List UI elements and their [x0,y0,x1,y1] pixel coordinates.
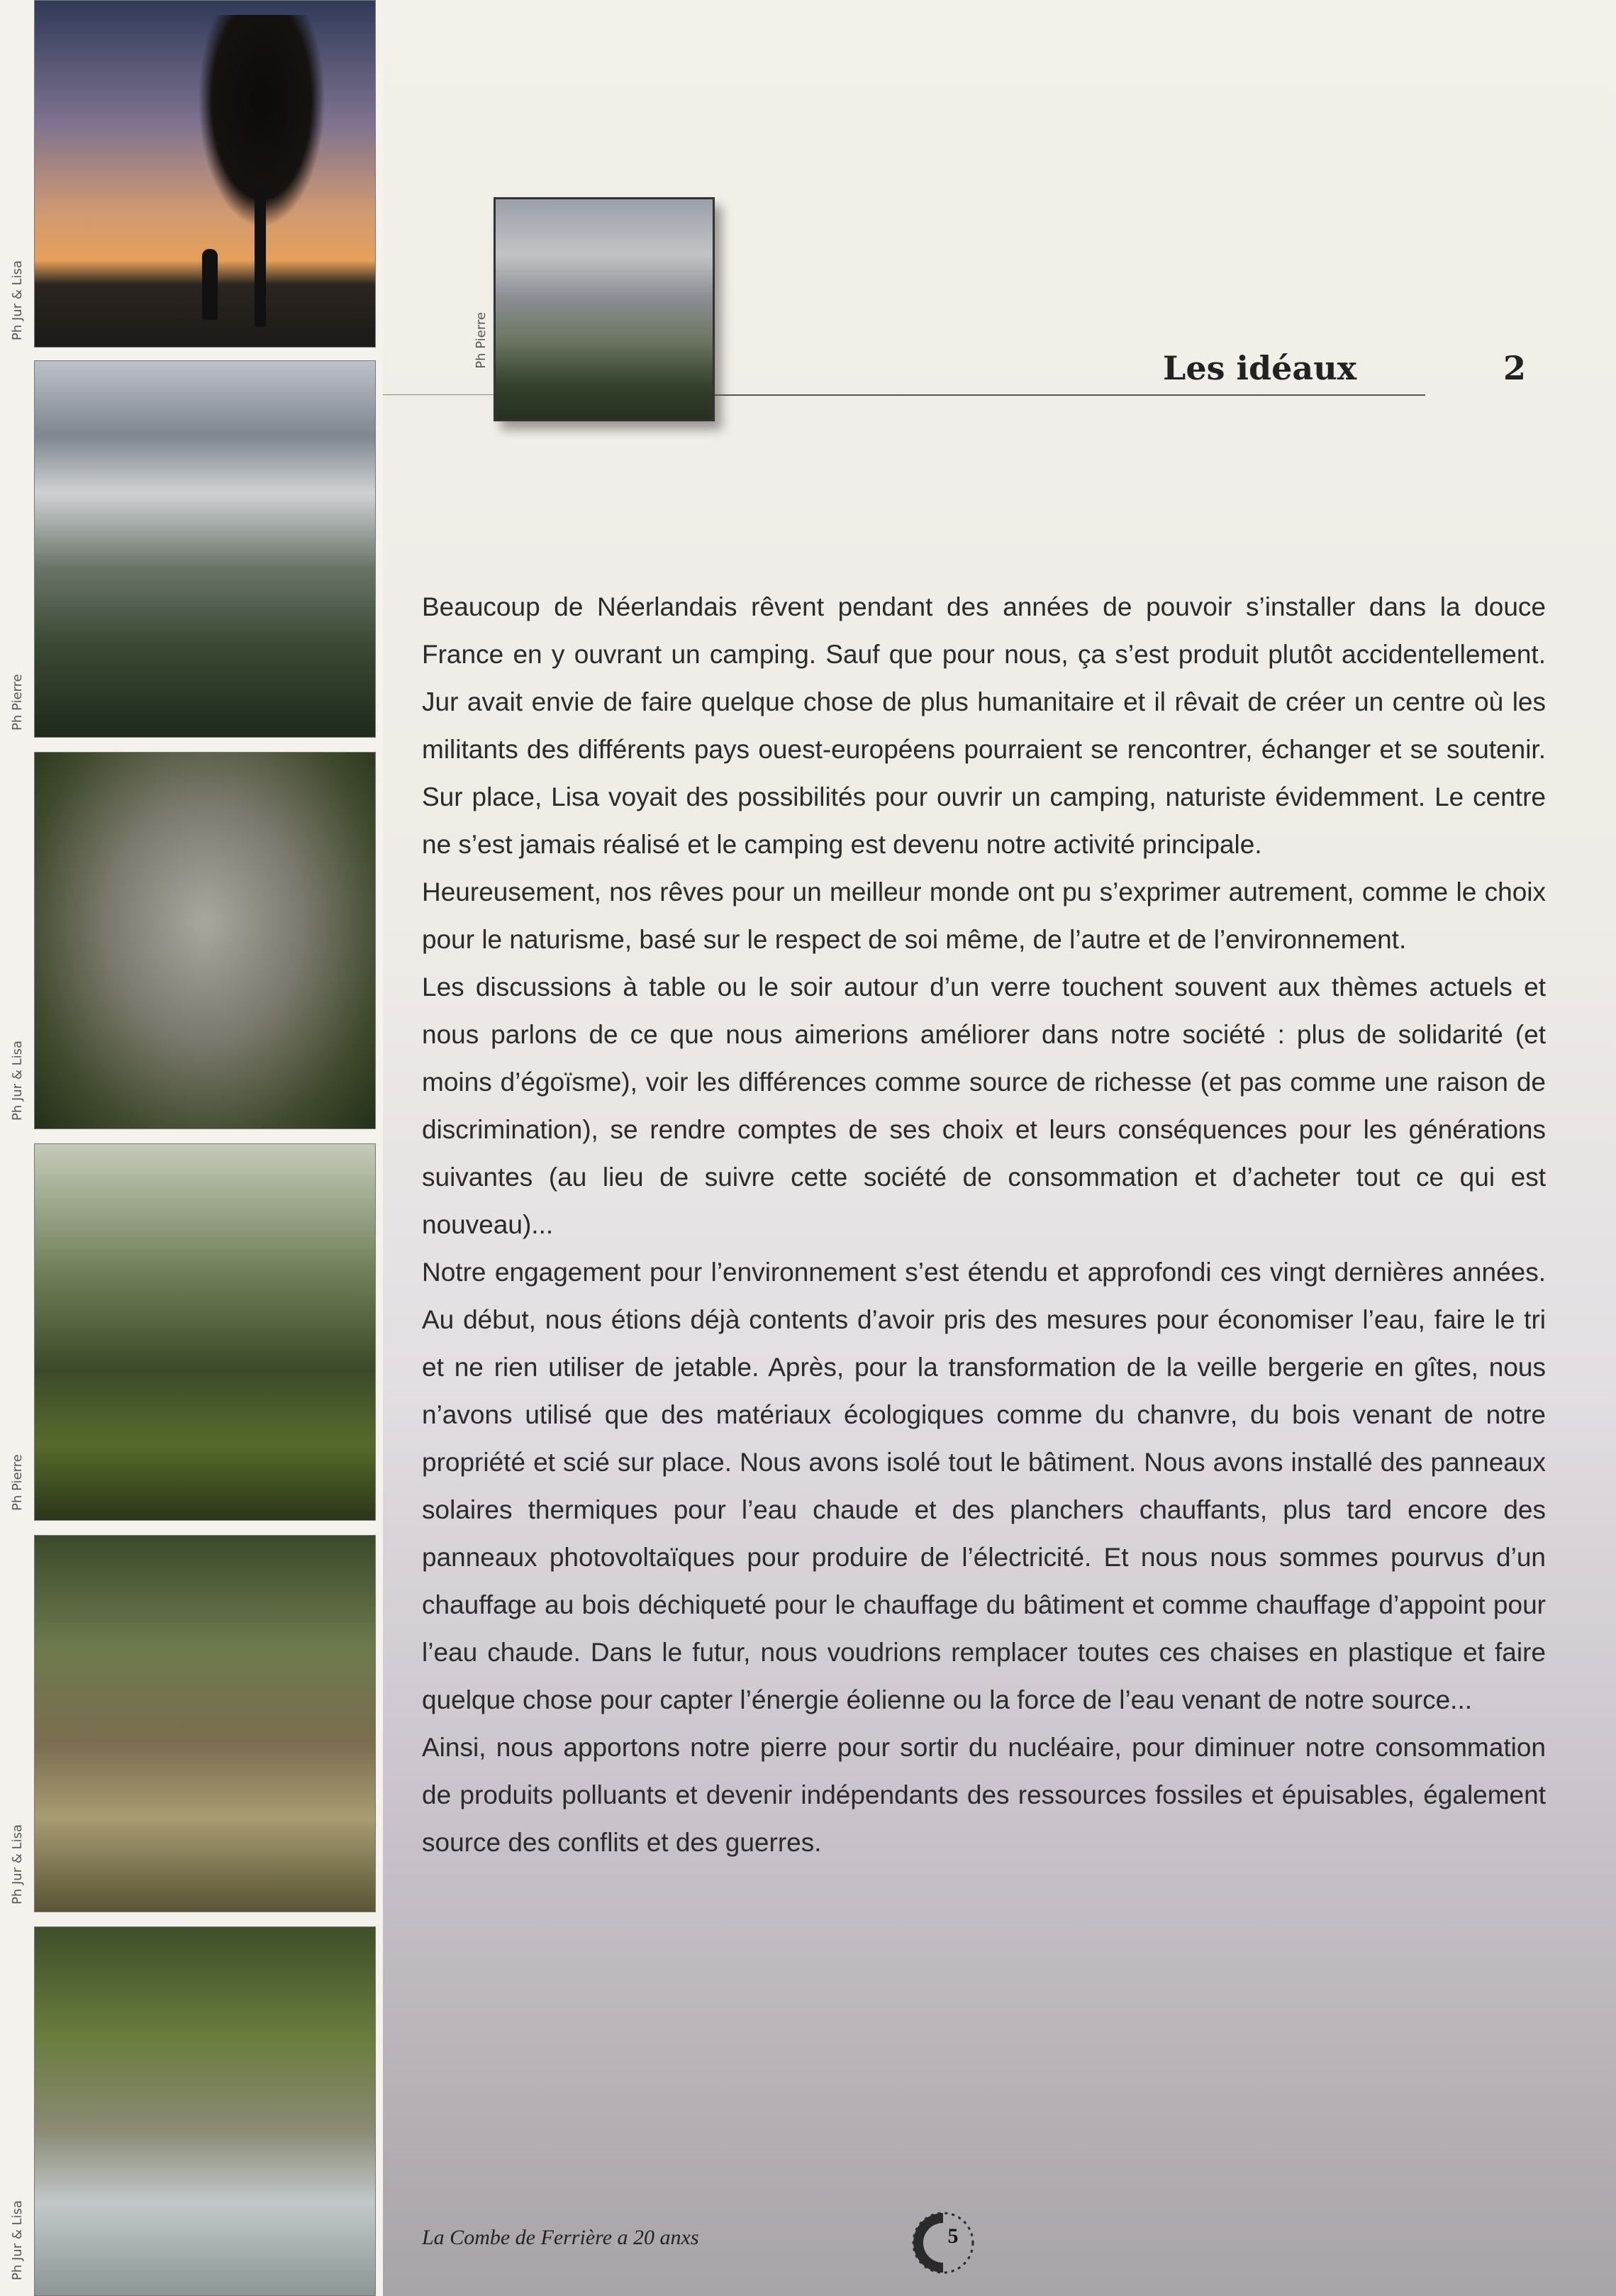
mountain-thumbnail-photo [494,197,715,421]
sunset-tree-photo [34,0,376,348]
tree-trunk [255,185,266,327]
photo-credit: Ph Jur & Lisa [10,2200,25,2280]
page-number: 5 [947,2224,959,2248]
river-rocks-photo [34,1926,376,2296]
photo-credit: Ph Pierre [10,1454,25,1511]
photo-sidebar [0,0,383,2296]
paragraph: Heureusement, nos rêves pour un meilleur monde ont pu s’exprimer autrement, comme le choix pour le naturisme, basé sur le respect de soi même, de l’autre et de l’environnement. [422,877,1546,954]
chapter-title: Les idéaux [1163,349,1357,387]
paragraph: Notre engagement pour l’environnement s’est étendu et approfondi ces vingt dernières années. Au début, nous étions déjà contents d’avoir pris des mesures pour économiser l’eau, faire le tri et ne rien utiliser de jetable. Après, pour la transformation de la veille bergerie en gîtes, nous n’avons utilisé que des matériaux écologiques comme du chanvre, du bois venant de notre propriété et scié sur place. Nous avons isolé tout le bâtiment. Nous avons installé des panneaux solaires thermiques pour l’eau chaude et des planchers chauffants, plus tard encore des panneaux photovoltaïques pour produire de l’électricité. Et nous nous sommes pourvus d’un chauffage au bois déchiqueté pour le chauffage du bâtiment et comme chauffage d’appoint pour l’eau chaude. Dans le futur, nous voudrions remplacer toutes ces chaises en plastique et faire quelque chose pour capter l’énergie éolienne ou la force de l’eau venant de notre source... [422,1258,1546,1714]
photo-credit: Ph Jur & Lisa [10,1824,25,1904]
paragraph: Beaucoup de Néerlandais rêvent pendant des années de pouvoir s’installer dans la douce France en y ouvrant un camping. Sauf que pour nous, ça s’est produit plutôt accidentellement. Jur avait envie de faire quelque chose de plus humanitaire et il rêvait de créer un centre où les militants des différents pays ouest-européens pourraient se rencontrer, échanger et se soutenir. Sur place, Lisa voyait des possibilités pour ouvrir un camping, naturiste évidemment. Le centre ne s’est jamais réalisé et le camping est devenu notre activité principale. [422,592,1546,859]
header-rule-left [383,394,494,395]
rock-stream-photo [34,752,376,1129]
header-rule [715,394,1425,396]
photo-credit: Ph Pierre [10,674,25,731]
thumbnail-credit: Ph Pierre [474,312,489,369]
photo-credit: Ph Jur & Lisa [10,1040,25,1121]
photo-credit: Ph Jur & Lisa [10,260,25,340]
misty-valley-photo [34,360,376,738]
body-text [422,583,1546,1866]
footer-title: La Combe de Ferrière a 20 anxs [422,2226,699,2249]
chapter-number: 2 [1503,349,1527,387]
forest-path-photo [34,1143,376,1521]
river-bather-photo [34,1535,376,1912]
person-silhouette [202,249,218,320]
paragraph: Ainsi, nous apportons notre pierre pour sortir du nucléaire, pour diminuer notre consommation de produits polluants et devenir indépendants des ressources fossiles et épuisables, également source des conflits et des guerres. [422,1733,1546,1857]
paragraph: Les discussions à table ou le soir autour d’un verre touchent souvent aux thèmes actuels et nous parlons de ce que nous aimerions améliorer dans notre société : plus de solidarité (et moins d’égoïsme), voir les différences comme source de richesse (et pas comme une raison de discrimination), se rendre comptes de ses choix et leurs conséquences pour les générations suivantes (au lieu de suivre cette société de consommation et d’acheter tout ce qui est nouveau)... [422,972,1546,1239]
